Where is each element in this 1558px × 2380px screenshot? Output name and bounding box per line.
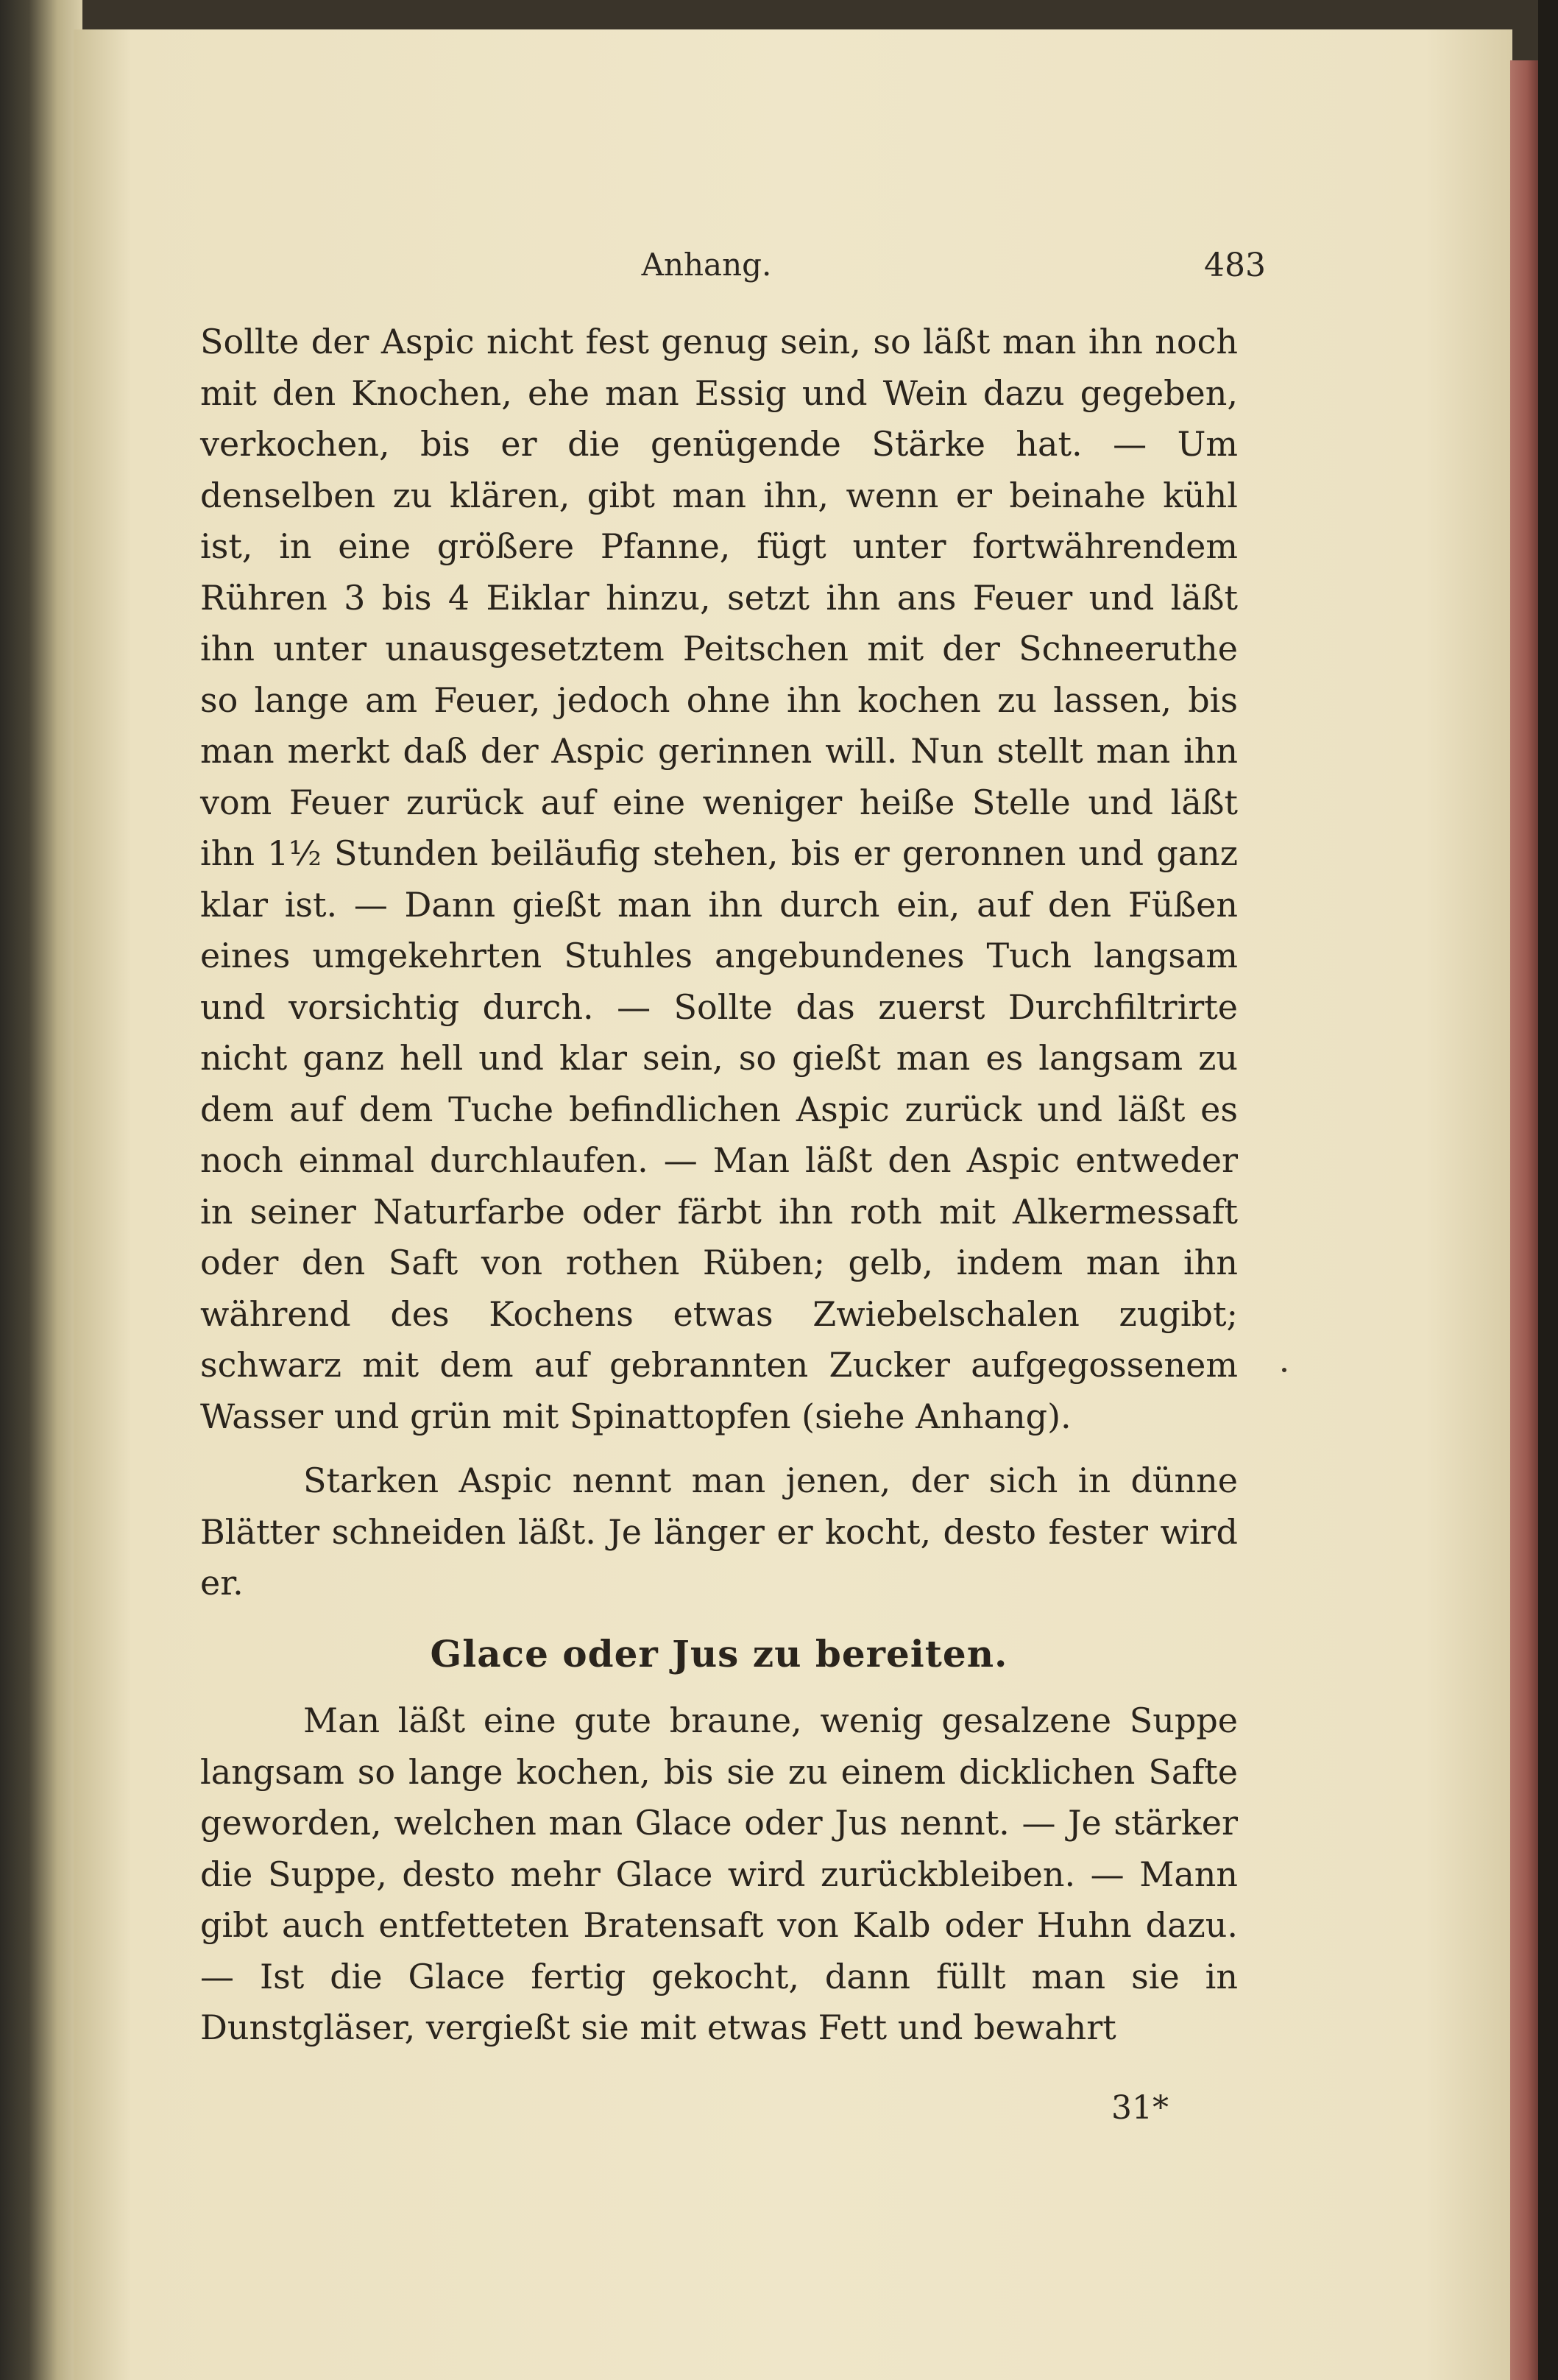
signature-mark: 31* (1111, 2089, 1169, 2127)
paper-spot (1282, 1368, 1286, 1372)
running-title: Anhang. (641, 247, 772, 283)
background-right (1538, 0, 1558, 2380)
section-heading: Glace oder Jus zu bereiten. (430, 1631, 1008, 1675)
paragraph-glace: Man läßt eine gute braune, wenig gesalzene Suppe langsam so lange kochen, bis sie zu einem dicklichen Safte geworden, welchen man Glace oder Jus nennt. — Je stärker die Suppe, desto mehr Glace wird zurückbleiben. — Mann gibt auch entfetteten Bratensaft von Kalb oder Huhn dazu. — Ist die Glace fertig gekocht, dann füllt man sie in Dunstgläser, vergießt sie mit etwas Fett und bewahrt (200, 1701, 1238, 2047)
page-number: 483 (1204, 247, 1266, 284)
page-edge-red (1510, 60, 1538, 2380)
running-head (147, 247, 1266, 298)
book-spine-edge (0, 0, 82, 2380)
paragraph-aspic: Sollte der Aspic nicht fest genug sein, so läßt man ihn noch mit den Knochen, ehe man Essig und Wein dazu gegeben, verkochen, bis er die genügende Stärke hat. — Um denselben zu klären, gibt man ihn, wenn er beinahe kühl ist, in eine größere Pfanne, fügt unter fortwährendem Rühren 3 bis 4 Eiklar hinzu, setzt ihn ans Feuer und läßt ihn unter unausgesetztem Peitschen mit der Schneeruthe so lange am Feuer, jedoch ohne ihn kochen zu lassen, bis man merkt daß der Aspic gerinnen will. Nun stellt man ihn vom Feuer zurück auf eine weniger heiße Stelle und läßt ihn 1½ Stunden beiläufig stehen, bis er geronnen und ganz klar ist. — Dann gießt man ihn durch ein, auf den Füßen eines umgekehrten Stuhles angebundenes Tuch langsam und vorsichtig durch. — Sollte das zuerst Durchfiltrirte nicht ganz hell und klar sein, so gießt man es langsam zu dem auf dem Tuche befindlichen Aspic zurück und läßt es noch einmal durchlaufen. — Man läßt den Aspic entweder in seiner Naturfarbe oder färbt ihn roth mit Alkermessaft oder den Saft von rothen Rüben; gelb, indem man ihn während des Kochens etwas Zwiebelschalen zugibt; schwarz mit dem auf gebrannten Zucker aufgegossenem Wasser und grün mit Spinattopfen (siehe Anhang). (200, 322, 1238, 1436)
main-text (200, 317, 1238, 2054)
paragraph-starken-aspic: Starken Aspic nennt man jenen, der sich in dünne Blätter schneiden läßt. Je länger er kocht, desto fester wird er. (200, 1461, 1238, 1603)
